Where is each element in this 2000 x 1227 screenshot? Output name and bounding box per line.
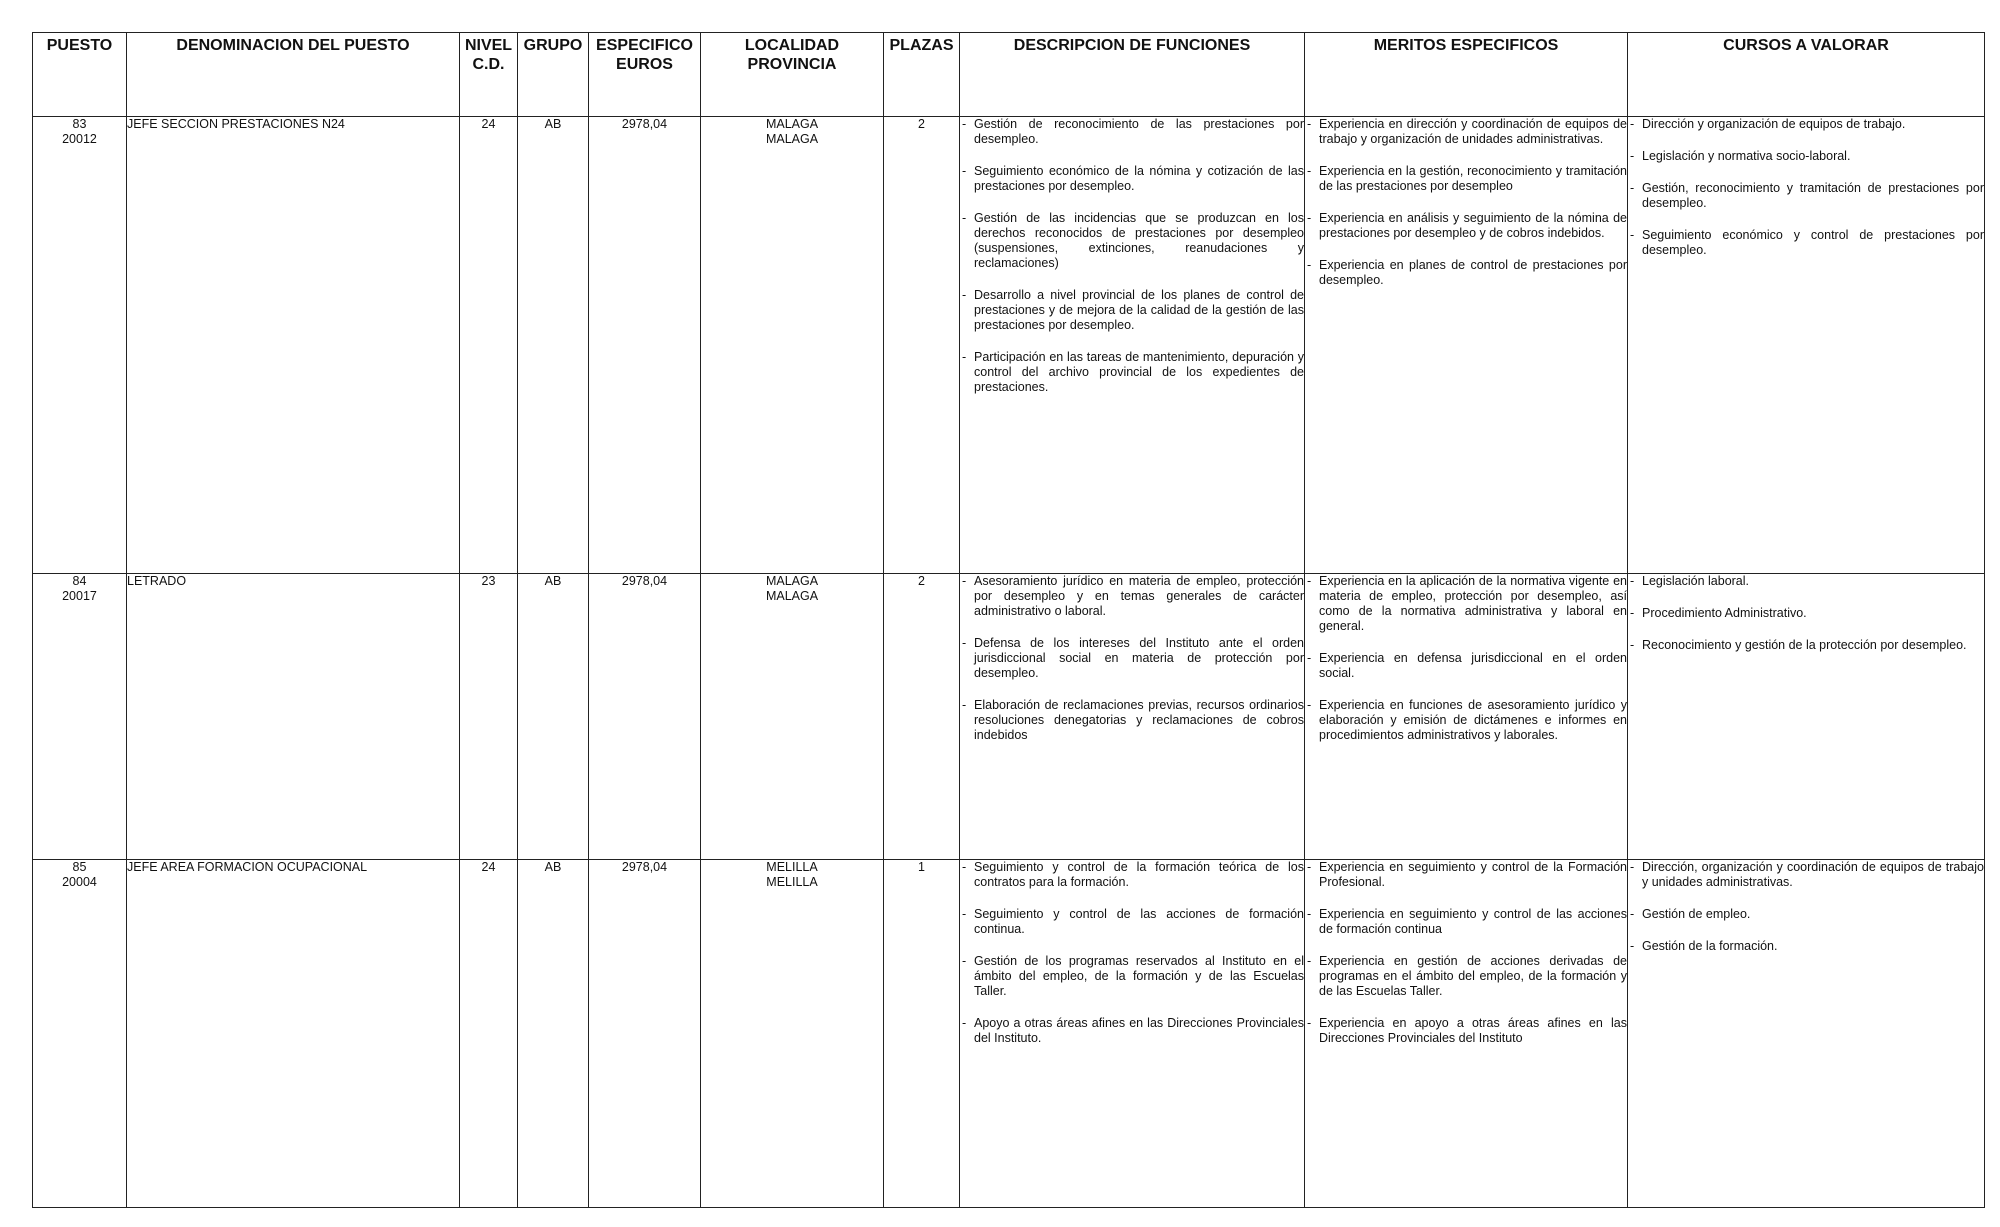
curso-item: - Legislación laboral. — [1628, 574, 1984, 589]
funcion-item: - Gestión de los programas reservados al Instituto en el ámbito del empleo, de la formación y de las Escuelas Taller. — [960, 954, 1304, 999]
funcion-item: - Participación en las tareas de mantenimiento, depuración y control del archivo provincial de los expedientes de prestaciones. — [960, 350, 1304, 395]
plazas-cell: 2 — [884, 117, 960, 574]
funcion-item: - Gestión de reconocimiento de las prestaciones por desempleo. — [960, 117, 1304, 147]
merito-item: - Experiencia en la gestión, reconocimiento y tramitación de las prestaciones por desempleo — [1305, 164, 1627, 194]
puestos-table — [32, 32, 1985, 1208]
grupo-cell: AB — [518, 574, 589, 860]
header-funciones: DESCRIPCION DE FUNCIONES — [960, 33, 1305, 117]
nivel-cell: 23 — [460, 574, 518, 860]
curso-item: - Reconocimiento y gestión de la protección por desempleo. — [1628, 638, 1984, 653]
denominacion-cell: LETRADO — [127, 574, 460, 860]
header-localidad — [701, 33, 884, 117]
especifico-cell: 2978,04 — [589, 117, 701, 574]
provincia: MELILLA — [766, 875, 818, 889]
funcion-item: - Seguimiento y control de la formación teórica de los contratos para la formación. — [960, 860, 1304, 890]
funciones-cell — [960, 860, 1305, 1208]
localidad: MELILLA — [766, 860, 818, 874]
funcion-item: - Defensa de los intereses del Instituto ante el orden jurisdiccional social en materia de protección por desempleo. — [960, 636, 1304, 681]
localidad: MALAGA — [765, 117, 819, 131]
puesto-number: 83 — [72, 117, 87, 131]
plazas-cell: 1 — [884, 860, 960, 1208]
especifico-cell: 2978,04 — [589, 574, 701, 860]
localidad-cell — [701, 117, 884, 574]
header-plazas: PLAZAS — [884, 33, 960, 117]
header-denominacion: DENOMINACION DEL PUESTO — [127, 33, 460, 117]
meritos-cell — [1305, 860, 1628, 1208]
merito-item: - Experiencia en apoyo a otras áreas afines en las Direcciones Provinciales del Instituto — [1305, 1016, 1627, 1046]
merito-item: - Experiencia en planes de control de prestaciones por desempleo. — [1305, 258, 1627, 288]
header-puesto: PUESTO — [33, 33, 127, 117]
header-especifico — [589, 33, 701, 117]
meritos-cell — [1305, 574, 1628, 860]
grupo-cell: AB — [518, 860, 589, 1208]
header-especifico-line1: ESPECIFICO — [596, 37, 693, 54]
curso-item: - Dirección, organización y coordinación de equipos de trabajo y unidades administrativas. — [1628, 860, 1984, 890]
merito-item: - Experiencia en seguimiento y control de las acciones de formación continua — [1305, 907, 1627, 937]
funcion-item: - Elaboración de reclamaciones previas, recursos ordinarios resoluciones denegatorias y reclamaciones de cobros indebidos — [960, 698, 1304, 743]
curso-item: - Seguimiento económico y control de prestaciones por desempleo. — [1628, 228, 1984, 258]
header-nivel-line2: C.D. — [472, 56, 505, 73]
merito-item: - Experiencia en defensa jurisdiccional en el orden social. — [1305, 651, 1627, 681]
header-grupo: GRUPO — [518, 33, 589, 117]
puesto-number: 85 — [72, 860, 87, 874]
table-row — [33, 574, 1985, 860]
header-especifico-line2: EUROS — [616, 56, 673, 73]
puesto-number: 84 — [72, 574, 87, 588]
especifico-cell: 2978,04 — [589, 860, 701, 1208]
denominacion-cell: JEFE AREA FORMACION OCUPACIONAL — [127, 860, 460, 1208]
puesto-code: 20017 — [62, 589, 97, 603]
localidad-cell — [701, 860, 884, 1208]
localidad: MALAGA — [765, 574, 819, 588]
table-row — [33, 117, 1985, 574]
puesto-cell — [33, 574, 127, 860]
header-cursos: CURSOS A VALORAR — [1628, 33, 1985, 117]
provincia: MALAGA — [765, 589, 819, 603]
funciones-cell — [960, 117, 1305, 574]
header-row — [33, 33, 1985, 117]
denominacion-cell: JEFE SECCION PRESTACIONES N24 — [127, 117, 460, 574]
grupo-cell: AB — [518, 117, 589, 574]
funciones-cell — [960, 574, 1305, 860]
table-row — [33, 860, 1985, 1208]
merito-item: - Experiencia en la aplicación de la normativa vigente en materia de empleo, protección por desempleo, así como de la normativa administrativa y laboral en general. — [1305, 574, 1627, 634]
merito-item: - Experiencia en dirección y coordinación de equipos de trabajo y organización de unidades administrativas. — [1305, 117, 1627, 147]
merito-item: - Experiencia en gestión de acciones derivadas de programas en el ámbito del empleo, de la formación y de las Escuelas Taller. — [1305, 954, 1627, 999]
puesto-cell — [33, 117, 127, 574]
header-localidad-line1: LOCALIDAD — [744, 37, 840, 54]
curso-item: - Dirección y organización de equipos de trabajo. — [1628, 117, 1984, 132]
funcion-item: - Asesoramiento jurídico en materia de empleo, protección por desempleo y en temas generales de carácter administrativo o laboral. — [960, 574, 1304, 619]
funcion-item: - Seguimiento económico de la nómina y cotización de las prestaciones por desempleo. — [960, 164, 1304, 194]
funcion-item: - Apoyo a otras áreas afines en las Direcciones Provinciales del Instituto. — [960, 1016, 1304, 1046]
merito-item: - Experiencia en seguimiento y control de la Formación Profesional. — [1305, 860, 1627, 890]
curso-item: - Gestión de la formación. — [1628, 939, 1984, 954]
meritos-cell — [1305, 117, 1628, 574]
nivel-cell: 24 — [460, 860, 518, 1208]
cursos-cell — [1628, 574, 1985, 860]
merito-item: - Experiencia en análisis y seguimiento de la nómina de prestaciones por desempleo y de cobros indebidos. — [1305, 211, 1627, 241]
header-meritos: MERITOS ESPECIFICOS — [1305, 33, 1628, 117]
funcion-item: - Desarrollo a nivel provincial de los planes de control de prestaciones y de mejora de la calidad de la gestión de las prestaciones por desempleo. — [960, 288, 1304, 333]
curso-item: - Legislación y normativa socio-laboral. — [1628, 149, 1984, 164]
funcion-item: - Seguimiento y control de las acciones de formación continua. — [960, 907, 1304, 937]
cursos-cell — [1628, 117, 1985, 574]
localidad-cell — [701, 574, 884, 860]
nivel-cell: 24 — [460, 117, 518, 574]
funcion-item: - Gestión de las incidencias que se produzcan en los derechos reconocidos de prestaciones por desempleo (suspensiones, extinciones, reanudaciones y reclamaciones) — [960, 211, 1304, 271]
merito-item: - Experiencia en funciones de asesoramiento jurídico y elaboración y emisión de dictámenes e informes en procedimientos administrativos y laborales. — [1305, 698, 1627, 743]
curso-item: - Gestión, reconocimiento y tramitación de prestaciones por desempleo. — [1628, 181, 1984, 211]
header-localidad-line2: PROVINCIA — [747, 56, 837, 73]
puesto-code: 20012 — [62, 132, 97, 146]
header-nivel-line1: NIVEL — [464, 37, 513, 54]
plazas-cell: 2 — [884, 574, 960, 860]
curso-item: - Gestión de empleo. — [1628, 907, 1984, 922]
provincia: MALAGA — [765, 132, 819, 146]
curso-item: - Procedimiento Administrativo. — [1628, 606, 1984, 621]
header-nivel — [460, 33, 518, 117]
puesto-code: 20004 — [62, 875, 97, 889]
puesto-cell — [33, 860, 127, 1208]
cursos-cell — [1628, 860, 1985, 1208]
